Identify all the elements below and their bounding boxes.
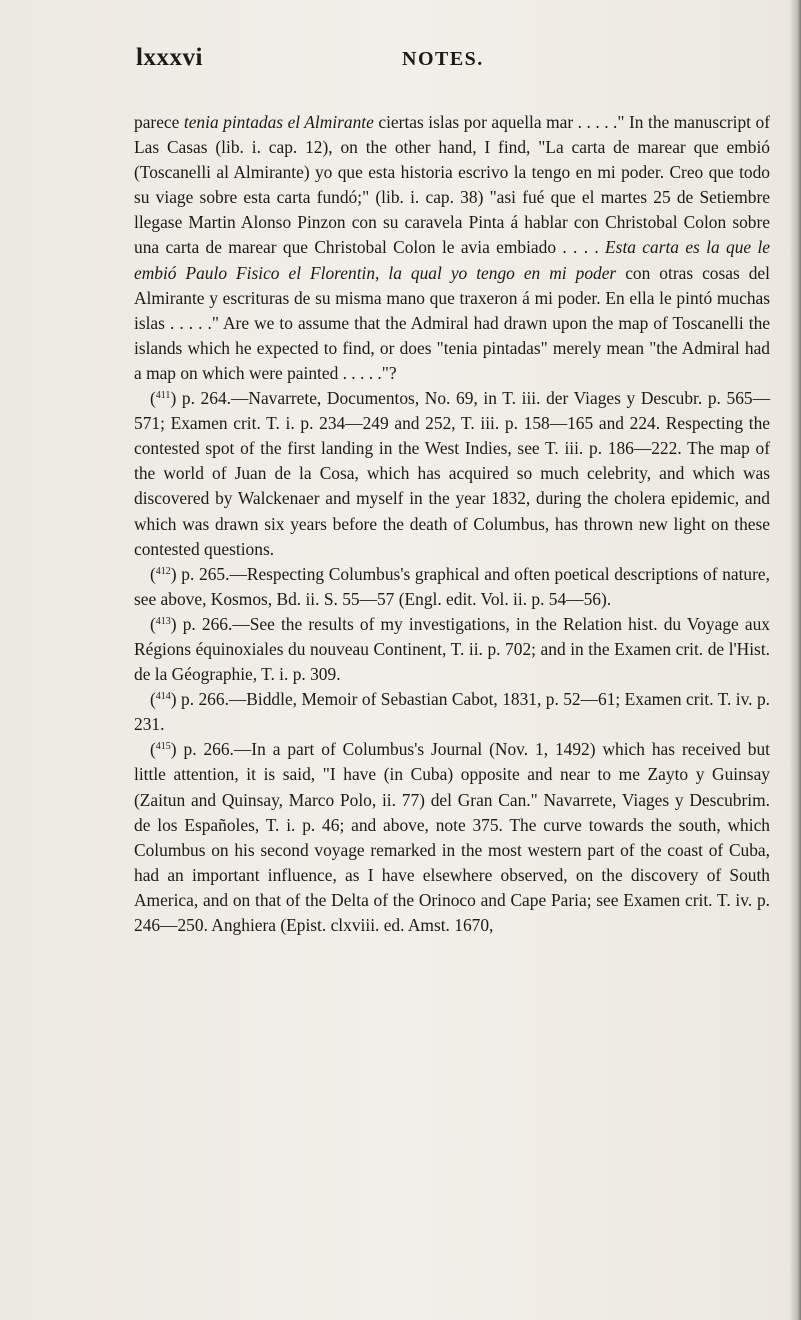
note-number: 414 [155, 691, 171, 703]
text-run: ( [150, 739, 156, 760]
note-number: 411 [155, 390, 171, 402]
text-run: ) p. 266.—Biddle, Memoir of Sebastian Cabot, 1831, p. 52—61; Examen crit. T. iv. p. 231. [134, 689, 770, 735]
note-414 [134, 687, 770, 737]
note-415 [134, 737, 770, 938]
running-head: NOTES. [402, 48, 484, 70]
page-number: lxxxvi [136, 44, 203, 71]
notes-body [134, 110, 770, 938]
text-run: ( [150, 388, 156, 409]
text-run: ) p. 266.—In a part of Columbus's Journal (Nov. 1, 1492) which has received but little attention, it is said, "I have (in Cuba) opposite and near to me Zayto y Guinsay (Zaitun and Quinsay, Marco Polo, ii. 77) del Gran Can." Navarrete, Viages y Descubrim. de los Españoles, T. i. p. 46; and above, note 375. The curve towards the south, which Columbus on his second voyage remarked in the most western part of the coast of Cuba, had an important influence, as I have elsewhere observed, on the discovery of South America, and on that of the Delta of the Orinoco and Cape Paria; see Examen crit. T. iv. p. 246—250. Anghiera (Epist. clxviii. ed. Amst. 1670, [134, 739, 770, 935]
italic-text: Esta carta es la que le embió Paulo Fisico el Florentin, la qual yo tengo en mi poder [134, 237, 770, 283]
text-run: ( [150, 613, 156, 634]
continued-paragraph [134, 110, 770, 386]
note-411 [134, 386, 770, 562]
note-number: 415 [155, 741, 171, 753]
note-number: 413 [155, 615, 171, 627]
text-run: con otras cosas del Almirante y escrituras de su misma mano que traxeron á mi poder. En ella le pintó muchas islas . . . . ." Are we to assume that the Admiral had drawn upon the map of Toscanelli the islands which he expected to find, or does "tenia pintadas" merely mean "the Admiral had a map on which were painted . . . . ."? [134, 262, 770, 383]
text-run: ) p. 266.—See the results of my investigations, in the Relation hist. du Voyage aux Régions équinoxiales du nouveau Continent, T. ii. p. 702; and in the Examen crit. de l'Hist. de la Géographie, T. i. p. 309. [134, 613, 770, 685]
text-run: ( [150, 563, 156, 584]
text-run: ) p. 265.—Respecting Columbus's graphical and often poetical descriptions of nature, see above, Kosmos, Bd. ii. S. 55—57 (Engl. edit. Vol. ii. p. 54—56). [134, 563, 770, 609]
text-run: parece [134, 112, 184, 132]
text-run: ) p. 264.—Navarrete, Documentos, No. 69, in T. iii. der Viages y Descubr. p. 565—571; Examen crit. T. i. p. 234—249 and 252, T. iii. p. 158—165 and 224. Respecting the contested spot of the first landing in the West Indies, see T. iii. p. 186—222. The map of the world of Juan de la Cosa, which has acquired so much celebrity, and which was discovered by Walckenaer and myself in the year 1832, during the cholera epidemic, and which was drawn six years before the death of Columbus, has thrown new light on these contested questions. [134, 388, 770, 559]
page-edge-shadow [789, 0, 801, 1320]
note-412 [134, 562, 770, 612]
text-run: ciertas islas por aquella mar . . . . ." In the manuscript of Las Casas (lib. i. cap. 12), on the other hand, I find, "La carta de marear que embió (Toscanelli al Almirante) yo que esta historia escrivo la tengo en mi poder. Creo que todo su viage sobre esta carta fundó;" (lib. i. cap. 38) "asi fué que el martes 25 de Setiembre llegase Martin Alonso Pinzon con su caravela Pinta á hablar con Christobal Colon sobre una carta de marear que Christobal Colon le avia embiado . . . . [134, 112, 771, 258]
text-run: ( [150, 689, 156, 710]
note-number: 412 [155, 565, 171, 577]
italic-text: tenia pintadas el Almirante [183, 112, 374, 132]
note-413 [134, 612, 770, 687]
page-header [134, 44, 773, 80]
